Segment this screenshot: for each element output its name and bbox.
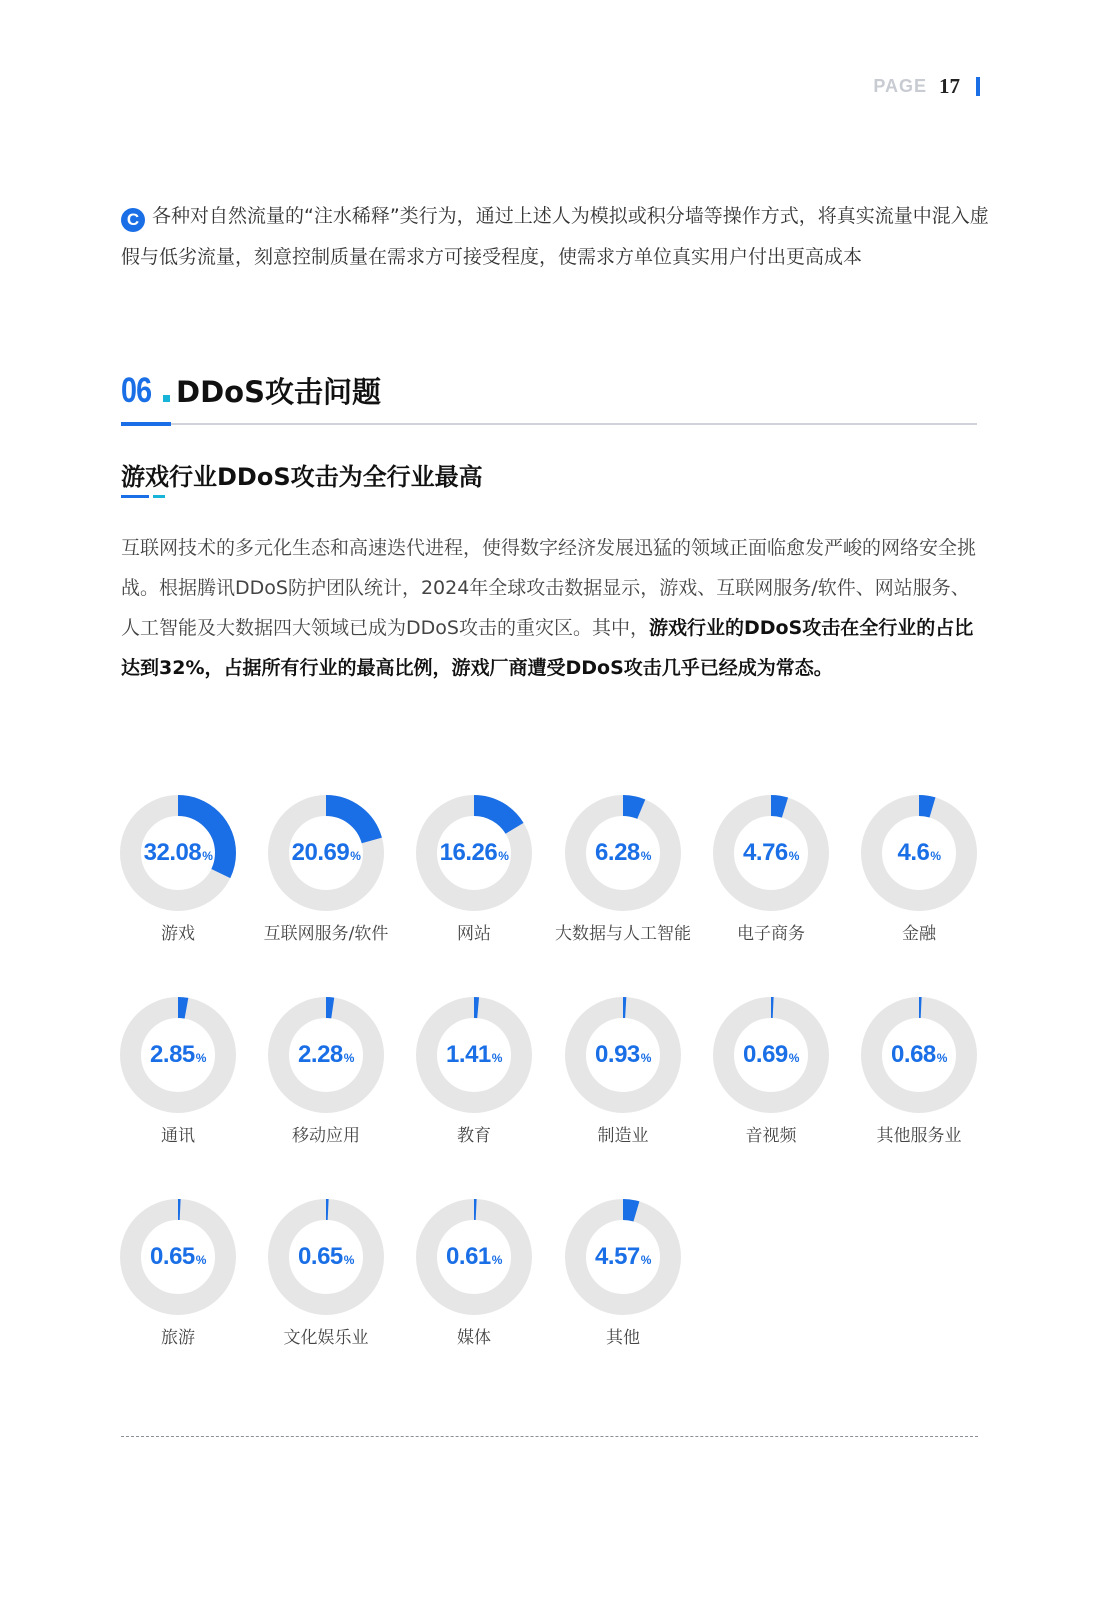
- donut-percent-sign: %: [640, 1253, 651, 1267]
- donut-chart-16: [553, 1199, 693, 1369]
- section-number-dot: [163, 395, 170, 402]
- donut-percent-sign: %: [498, 849, 509, 863]
- donut-chart-7: [108, 997, 248, 1167]
- donut-chart-2: [256, 795, 396, 965]
- intro-paragraph: [121, 196, 998, 278]
- donut-value-label: [256, 1041, 396, 1069]
- donut-percent-sign: %: [788, 849, 799, 863]
- donut-value-number: 0.68: [891, 1041, 936, 1068]
- donut-chart-3: [404, 795, 544, 965]
- donut-value-label: [849, 839, 989, 867]
- donut-percent-sign: %: [930, 849, 941, 863]
- donut-category-label: 互联网服务/软件: [263, 924, 389, 944]
- donut-percent-sign: %: [202, 849, 213, 863]
- donut-percent-sign: %: [350, 849, 361, 863]
- donut-chart-11: [701, 997, 841, 1167]
- donut-percent-sign: %: [195, 1051, 206, 1065]
- donut-chart-1: [108, 795, 248, 965]
- donut-category-label: 游戏: [161, 924, 195, 944]
- donut-chart-13: [108, 1199, 248, 1369]
- section-heading: [121, 370, 381, 411]
- body-text-normal: 互联网技术的多元化生态和高速迭代进程，使得数字经济发展迅猛的领域正面临愈发严峻的网络安全挑战。根据腾讯DDoS防护团队统计，2024年全球攻击数据显示，游戏、互联网服务/软件、网站服务、人工智能及大数据四大领域已成为DDoS攻击的重灾区。其中，: [121, 537, 977, 639]
- donut-category-label: 其他服务业: [876, 1126, 962, 1146]
- donut-percent-sign: %: [936, 1051, 947, 1065]
- donut-value-label: [701, 839, 841, 867]
- donut-value-number: 0.61: [446, 1243, 491, 1270]
- donut-percent-sign: %: [491, 1253, 502, 1267]
- donut-value-number: 2.85: [150, 1041, 195, 1068]
- donut-value-number: 2.28: [298, 1041, 343, 1068]
- donut-value-number: 1.41: [446, 1041, 491, 1068]
- donut-percent-sign: %: [491, 1051, 502, 1065]
- subsection-underline: [121, 495, 149, 498]
- donut-value-number: 0.69: [743, 1041, 788, 1068]
- donut-value-label: [256, 839, 396, 867]
- donut-value-label: [108, 1243, 248, 1271]
- subsection-title: 游戏行业DDoS攻击为全行业最高: [121, 463, 483, 491]
- donut-category-label: 通讯: [161, 1126, 195, 1146]
- donut-chart-15: [404, 1199, 544, 1369]
- subsection-underline-accent: [153, 495, 165, 498]
- c-badge-icon: C: [121, 208, 145, 232]
- donut-value-number: 4.6: [897, 839, 930, 866]
- donut-chart-5: [701, 795, 841, 965]
- donut-chart-9: [404, 997, 544, 1167]
- donut-value-number: 16.26: [439, 839, 498, 866]
- donut-value-label: [256, 1243, 396, 1271]
- page-word: PAGE: [873, 76, 927, 96]
- donut-chart-4: [553, 795, 693, 965]
- donut-category-label: 文化娱乐业: [283, 1328, 369, 1348]
- donut-value-number: 4.57: [595, 1243, 640, 1270]
- donut-percent-sign: %: [788, 1051, 799, 1065]
- donut-category-label: 大数据与人工智能: [555, 924, 691, 944]
- page-bar-mark: [976, 77, 980, 96]
- donut-value-label: [849, 1041, 989, 1069]
- donut-category-label: 音视频: [745, 1126, 797, 1146]
- donut-value-number: 4.76: [743, 839, 788, 866]
- section-divider-accent: [121, 422, 171, 426]
- donut-percent-sign: %: [343, 1051, 354, 1065]
- section-number: 06: [121, 371, 152, 410]
- donut-value-number: 20.69: [291, 839, 350, 866]
- dashed-divider: [121, 1436, 978, 1437]
- section-divider: [121, 423, 977, 425]
- donut-category-label: 媒体: [457, 1328, 491, 1348]
- donut-category-label: 制造业: [597, 1126, 649, 1146]
- body-paragraph: [121, 528, 979, 688]
- donut-category-label: 其他: [606, 1328, 640, 1348]
- donut-value-label: [553, 839, 693, 867]
- donut-percent-sign: %: [640, 1051, 651, 1065]
- donut-value-number: 6.28: [595, 839, 640, 866]
- donut-percent-sign: %: [195, 1253, 206, 1267]
- donut-chart-6: [849, 795, 989, 965]
- donut-chart-10: [553, 997, 693, 1167]
- donut-value-label: [701, 1041, 841, 1069]
- donut-percent-sign: %: [640, 849, 651, 863]
- donut-value-number: 0.65: [150, 1243, 195, 1270]
- donut-chart-8: [256, 997, 396, 1167]
- donut-value-label: [404, 1041, 544, 1069]
- donut-value-label: [553, 1243, 693, 1271]
- donut-value-label: [553, 1041, 693, 1069]
- donut-value-number: 32.08: [143, 839, 202, 866]
- donut-value-label: [404, 1243, 544, 1271]
- donut-percent-sign: %: [343, 1253, 354, 1267]
- page-header: [873, 74, 980, 99]
- intro-text: 各种对自然流量的“注水稀释”类行为，通过上述人为模拟或积分墙等操作方式，将真实流量中混入虚假与低劣流量，刻意控制质量在需求方可接受程度，使需求方单位真实用户付出更高成本: [121, 205, 989, 268]
- donut-category-label: 金融: [902, 924, 936, 944]
- donut-category-label: 电子商务: [737, 924, 805, 944]
- page-number: 17: [939, 74, 960, 98]
- donut-category-label: 移动应用: [292, 1126, 360, 1146]
- donut-value-number: 0.93: [595, 1041, 640, 1068]
- donut-value-label: [108, 1041, 248, 1069]
- donut-category-label: 教育: [457, 1126, 491, 1146]
- body-text-bold: 游戏行业的DDoS攻击在全行业的占比达到32%，占据所有行业的最高比例，游戏厂商遭受DDoS攻击几乎已经成为常态。: [121, 617, 974, 679]
- donut-value-label: [108, 839, 248, 867]
- donut-category-label: 网站: [457, 924, 491, 944]
- donut-value-label: [404, 839, 544, 867]
- donut-chart-14: [256, 1199, 396, 1369]
- donut-category-label: 旅游: [161, 1328, 195, 1348]
- section-title: DDoS攻击问题: [176, 375, 381, 409]
- donut-value-number: 0.65: [298, 1243, 343, 1270]
- donut-chart-12: [849, 997, 989, 1167]
